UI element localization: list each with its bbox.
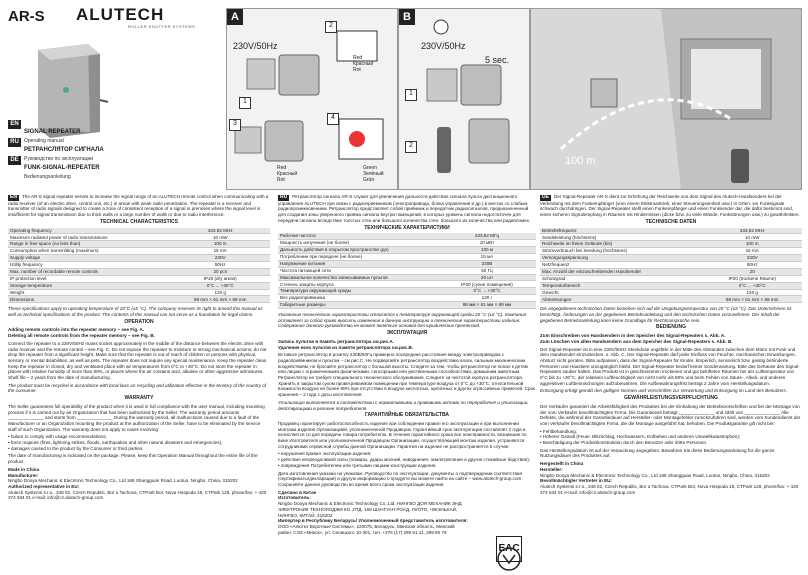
spec-heading: ТЕХНИЧЕСКИЕ ХАРАКТЕРИСТИКИ	[364, 224, 450, 231]
rep: Alutech Systems s.r.o., 348 02, Czech Republic, Bor u Tachova, CTPark Bor, Nova Hospoda 19, CTPark 128, phone/fax: + 420 374 634 01 e-mail: info@cz.alutech-group.com	[8, 489, 267, 501]
warranty-item: • действия непреодолимой силы (пожары, удары молний, наводнения, землетрясения и другие стихийные бедствия);	[278, 457, 531, 463]
voltage-label: 230V/50Hz	[233, 41, 278, 51]
manufacturer-label: Manufacturer:	[8, 472, 39, 478]
warranty-item: • Beschädigung der Produktkonstruktion durch den Benutzer oder dritte Personen.	[540, 440, 708, 446]
led-red-label-top: Red Красный Rot	[353, 55, 374, 73]
manufacturer: Ningbo Dooya Mechanic & Electronic Technology Co.,Ltd. НИНГБО ДОЯ МЕХАНИК ЭНД ЭЛЕКТРОНИК ТЕХНОЛОДЖИ КО.,ЛТД. 168 ШАНГУАН РОАД, ЛУОТО, ЧЖЭНЬХАЙ, НИНГБО, КИТАЙ, 315202	[278, 501, 462, 518]
status-led-icon	[63, 87, 69, 93]
panel-a	[226, 8, 398, 190]
warranty-heading: GEWÄHRLEISTUNGSVERPFLICHTUNG	[624, 395, 718, 402]
warranty-heading: ГАРАНТИЙНЫЕ ОБЯЗАТЕЛЬСТВА	[364, 412, 450, 419]
warranty-end: Дата изготовления указана на упаковке. Руководство по эксплуатации, документы о подтверждении соответствия (сертификаты/декларации) и другую информацию о продукте вы можете найти на сайте – www.alutech-group.com. Сохраняйте данное руководство во время всего срока эксплуатации изделия.	[278, 470, 523, 487]
manufacturer: Ningbo Dooya Mechanic & Electronic Technology Co., Ltd 168 Shangguan Road, Luotuo, Ningbo, China, 315202	[8, 478, 238, 484]
section-ru	[278, 194, 536, 537]
lang-title: РЕТРАНСЛЯТОР СИГНАЛА	[24, 147, 104, 153]
spec-table: Operating frequency 433.92 MHz Maximum radiated power of radio transmissions 10 mW Range in free space (no less than) 100 m Consumption when transmitting (maximum) 15 mA Supply voltage 230V Utility frequency 50Hz Max. number of recordable remote controls 20 pcs IP protection level IP20 (dry areas) Storage temperature 0°C ... +30°C Weight 120 g Dimensions 98 mm × 61 mm × 69 mm	[8, 228, 270, 304]
manufacturer-label: Изготовитель:	[278, 495, 311, 501]
warranty-item: • нарушения правил эксплуатации изделия;	[278, 451, 372, 457]
warranty-heading: WARRANTY	[124, 395, 154, 402]
lang-title: FUNK-SIGNAL-REPEATER	[24, 165, 100, 171]
section-en	[8, 194, 270, 503]
lang-code: EN	[8, 120, 21, 129]
spec-heading: TECHNISCHE DATEN	[645, 218, 697, 225]
operation-step: Zum Löschen von allen Handsendern aus dem Speicher des Signal-Repeaters s. Abb. B.	[540, 338, 733, 344]
warranty-item: • Höherer Gewalt (Feuer, Blitzschlag, Hochwassern, Erdbeben und anderen Umweltkatastrophen);	[540, 434, 741, 440]
recycle-note: Утилизация выполняется в соответствии с нормативными и правовыми актами по переработке и утилизации, действующими в регионе потребителя.	[278, 399, 529, 411]
warranty-item: • Fehlbehandlung;	[540, 428, 578, 434]
warranty-end: Das Herstellungsdatum ist auf der Verpackung angegeben. Bewahren Sie diese Bedienungsanleitung für die ganze Nutzungsdauer des Produktes auf.	[540, 447, 775, 459]
distance-label: 100 m	[565, 155, 596, 167]
panel-b	[398, 8, 530, 190]
spec-note: Die angegebenen technischen Daten beziehen sich auf die Umgebungstemperatur von 20 °C (±5 °C). Das Unternehmen ist berechtigt, Änderungen an der gegebenen Betriebsanleitung und den technischen Daten vorzunehmen. Der Inhalt der gegebenen Betriebsanleitung kann keine Grundlage für Rechtsansprüche sein.	[540, 306, 792, 323]
lang-subtitle: Bedienungsanleitung	[24, 174, 71, 180]
operation-step: Deleting all remote controls from the repeater memory – see Fig. B.	[8, 333, 155, 339]
operation-step: Adding remote controls into the repeater memory – see Fig. A.	[8, 327, 145, 333]
intro-text: DE Der Signal-Repeater AR-S dient zur Erhöhung der Reichweite von dem Signal des Alutech-Handsenders bei der Verbindung mit dem Funkempfänger (vom einem Elektroantrieb, einer Steuerungseinheit usw.) in Orten, wo Funksignale schwach durchdringen. Der Signal-Repeater stellt einen Funkempfänger und einen Funksender dar, die dafür bestimmt sind, einen sicheren Signalempfang in Räumen mit Hindernissen (dicke bzw. zu viele Wände, Funkstörungen usw.) zu gewährleisten.	[540, 194, 800, 218]
section-de	[540, 194, 802, 497]
recycle-note: The product must be recycled in accordance with local laws on recycling and utilization effective in the territory of the country of the consumer.	[8, 382, 267, 394]
rep-label: Bevollmächtigter Vertreter in EU:	[540, 478, 612, 484]
rep: ООО «Алютех Воротные Системы», 220075, Беларусь, Минская область, Минский район, СЭЗ «Минск», ул. Селицкого 10-301, тел. +375 (17) 299 61 11, 299 60 76	[278, 523, 455, 535]
warranty-text: Продавец гарантирует работоспособность изделия при соблюдении правил его эксплуатации и при выполнении монтажа изделия Организацией, уполномоченной Продавцом. Гарантийный срок эксплуатации составляет 2 года и исчисляется со дня передачи товара потребителю. В течение гарантийного срока все неисправности, возникшие по вине Изготовителя или уполномоченной Продавцом Организации, осуществляющей монтаж изделия, устраняются сотрудниками сервисной службы данной Организации. Гарантия на изделие не распространяется в случае:	[278, 420, 527, 449]
spec-note: These specifications apply to operating temperature of 20°C (±5 °C). The company reserves its right to amend this manual as well as technical specifications of the product. The contents of this manual can not serve as a foundation for legal claims.	[8, 306, 263, 318]
lang-code: DE	[8, 156, 21, 165]
made-in: Сделано в Китае	[278, 489, 317, 495]
spec-note: Указанные технические характеристики относятся к температуре окружающей среды 20 °C (±5 °С). Компания оставляет за собой право вносить изменения в данную инструкцию и технические характеристики изделия. Содержание данного руководства не может являться основой для юридических претензий.	[278, 312, 527, 329]
step-number: 2	[325, 21, 337, 33]
rep-label: Импортер в Республику Беларусь/ Уполномоченный представитель изготовителя:	[278, 518, 468, 524]
manufacturer: Ningbo Dooya Mechanic & Electronic Technology Co., Ltd 168 Shangguan Road, Luotuo, Ningbo, China, 315202	[540, 472, 770, 478]
step-number: 1	[405, 89, 417, 101]
model-title: AR-S	[8, 8, 45, 25]
panel-letter: B	[399, 9, 415, 25]
operation-heading: ЭКСПЛУАТАЦИЯ	[386, 330, 428, 337]
warranty-end: The date of manufacturing is indicated on the package. Please, keep this Operation Manual throughout the entire life of the product.	[8, 453, 258, 465]
operation-text: Вставьте ретранслятор в розетку 230В/50Гц примерно посередине расстояния между электроприводом с радиоприёмником и пультом – см.рис.С. Не подвергайте ретранслятор воздействию влаги, сильным механическим воздействиям, не бросайте ретранслятор с большой высоты. Следите за тем, чтобы ретранслятор не попал к детям или лицам с ограниченными физическими, сенсорными или умственными способностями, домашним животным. Ретранслятор не требует специального технического обслуживания. Следите за чистотой корпуса ретранслятора. Хранить в закрытом сухом проветриваемом помещении при температуре воздуха от 0°C до +30°C, относительной влажности воздуха не более 80% при отсутствии в воздухе кислотных, щелочных и других агрессивных примесей. Срок хранения – 2 года с даты изготовления.	[278, 352, 536, 398]
brand-logo: ALUTECH	[76, 5, 165, 24]
panel-c	[530, 8, 802, 190]
lang-code: RU	[8, 138, 21, 147]
eac-mark: EAC	[496, 536, 522, 562]
recycle-note: Entsorgung erfolgt gemäß den gültigen Normen und Vorschriften zur Verwertung und Entsorgung im Land des Benutzers.	[540, 388, 788, 394]
spec-table: Рабочая частота 433,92 МГц Мощность излучения (не более) 10 мВт Дальность действия в открытом пространстве (до) 100 м Потребление при передаче (не более) 15 мА Напряжение питания 230В Частота питающей сети 50 Гц Максимальное количество записываемых пультов 20 шт Степень защиты корпуса IP20 (сухие помещения) Температура окружающей среды 0°C ... +30°C Вес радиоприёмника 120 г Габаритные размеры 98 мм × 61 мм × 69 мм	[278, 233, 536, 309]
rep-label: Authorized representative in EU:	[8, 484, 80, 489]
duration-label: 5 sec.	[485, 55, 510, 65]
lang-subtitle: Operating manual	[24, 138, 64, 144]
operation-text: Der Signal-Repeater ist in eine 230V/50Hz Steckdose ungefähr in der Mitte des Abstandes zwischen dem Motor mit Funk und dem Handsender einzustecken, s. Abb. C. Der Signal-Repeater darf jeder Einfluss von Feuchte, mechanischen Einwirkungen, Absturz nicht geraten. Bitte aufpassen, dass der Signal-Repeater für Kinder, körperlich, sensorisch bzw. geistig behinderte Personen und Haustiere unzugänglich bleibt. Der Signal-Repeater bedarf keiner Sonderwartung. Bitte das Gehäuse des Signal-Repeaters sauber halten. Das Produkt ist in geschlossenen trockenen und gut belüfteten Räumen bei der Lufttemperatur von 0°C bis zu +30°C, der relativen Luftfeuchtigkeit von nicht mehr als 80% und beim Fehlen von Säure-, Alkali- und anderen aggressiven Luftbeimischungen aufzubewahren. Die Aufbewahrungsfrist beträgt 2 Jahre vom Herstellungsdatum.	[540, 346, 800, 386]
made-in: Hergestellt in China	[540, 461, 584, 467]
brand-subtitle: ROLLER SHUTTER SYSTEMS	[128, 24, 196, 29]
warranty-text: Der Verkäufer garantiert die Arbeitsfähigkeit des Produktes bei der Einhaltung der Betriebsvorschriften und bei der Montage von der vom Verkäufer bevollmächtigten Firma. Die Garantiezeit beträgt ______________ und zählt von ______________ Alle Defekte, die während der Garantiedauer auf Hersteller- oder Montagefehler zurückzuführen sind, werden vom Kundendienst der vom Verkäufer bevollmächtigten Firma, die die Montage ausgeführt hat, behoben. Die Produktgarantie gilt nicht bei:	[540, 403, 801, 426]
operation-step: Удаление всех пультов из памяти ретранслятора см.рис.B.	[278, 344, 414, 350]
spec-table: Betriebsfrequenz 433,92 MHz Sendeleistung (höchstens) 10 mW Reichweite im freien Gelände (bis) 100 m Stromverbrauch bei Sendung (höchstens) 15 mA Versorgungsspannung 230V Netzfrequenz 50Hz Max. Anzahl der einzuschreibenden Handsender 20 Schutzgrad IP20 (trockene Räume) Temperaturbereich 0°C ... +30°C Gewicht 120 g Abmessungen 98 mm × 61 mm × 69 mm	[540, 228, 802, 304]
intro-text: RU Ретранслятор сигнала AR-S служит для увеличения дальности действия сигнала пульта дистанционного управления ALUTECH при связи с радиоприёмником (электропривода, блока управления и др.) в местах со слабым радиопроникновением. Ретранслятор представляет собой приёмник и передатчик радиосигналов, предназначенный для создания зоны уверенного приёма сигнала внутри помещений, в которых уровень сигнала недостаточен для передачи сигнала вследствие толстых стен или большого количества стен, большого их количества или радиопомех.	[278, 194, 531, 223]
panel-b-illustration	[399, 9, 529, 189]
warranty-item: • failure to comply with usage recommendations;	[8, 434, 107, 440]
cert-mark-icon	[494, 546, 524, 572]
panel-a-illustration	[227, 9, 397, 189]
panel-letter: A	[227, 9, 243, 25]
made-in: Made in China	[8, 466, 40, 472]
lang-subtitle: Руководство по эксплуатации	[24, 156, 93, 162]
led-green-label: Green Зелёный Grün	[363, 165, 384, 183]
operation-step: Zum Einschreiben von Handsendern in den Speicher des Signal-Repeaters s. Abb. A.	[540, 333, 726, 339]
lang-title: SIGNAL REPEATER	[24, 129, 81, 135]
warranty-item: • повреждения Потребителем или третьими лицами конструкции изделия.	[278, 462, 437, 468]
led-red-label: Red Красный Rot	[277, 165, 298, 183]
operation-heading: BEDIENUNG	[655, 324, 686, 331]
step-number: 3	[229, 119, 241, 131]
step-number: 1	[239, 97, 251, 109]
lang-de	[8, 156, 118, 180]
operation-text: Connect the repeater to a 230V/50Hz mains socket approximately in the middle of the distance between the electric drive with radio receiver and the remote control – see Fig. C. Do not expose the repeater to moisture or strong mechanical actions; do not drop the repeater from a significant height. Make sure that the repeater is out of reach of children or persons with physical, sensory or mental disabilities, as well as pets. The repeater does not require any special maintenance. Keep the repeater clean. Keep the repeater in closed, dry and ventilated place with air temperatures from 0°C to +30°C. Do not store the repeater in places with relative humidity of more than 80%, or places where the air contains acid, alkaline or other aggressive admixtures. Shelf life – 2 years from the date of manufacturing.	[8, 340, 268, 381]
warranty-text: The Seller guarantees full operability of the product when it is used in full compliance with the user manual, including mounting process if it is carried out by an Organization that has been authorized by the Seller. The warranty period amounts ______________ and starts from ______________ During the warranty period, all malfunctions caused due to a fault of the Manufacturer or an Organization mounting the product at the authorization of the Seller, have to be eliminated by the service staff of such Organization. The warranty does not apply to cases involving:	[8, 403, 265, 432]
rep: Alutech Systems s.r.o., 348 02, Czech Republic, Bor u Tachova, CTPark Bor, Nova Hospoda 19, CTPark 128, phone/fax: + 420 374 634 01 e-mail: info@cz.alutech-group.com	[540, 484, 799, 495]
warranty-item: • force majeure (fires, lightning strikes, floods, earthquakes and other natural disasters and emergencies);	[8, 440, 223, 446]
voltage-label: 230V/50Hz	[421, 41, 466, 51]
spec-heading: TECHNICAL CHARACTERISTICS	[100, 218, 178, 225]
step-number: 4	[327, 113, 339, 125]
manufacturer-label: Hersteller:	[540, 466, 563, 472]
intro-text: EN The AR-S signal repeater serves to increase the signal range of an ALUTECH remote control when communicating with a radio receiver (of an electric drive, control unit, etc.) in areas with weak radio penetration. The repeater is a receiver and transmitter of radio signals designed to create a zone of consistent reception of a signal in premises where the signal level is insufficient for signal transmission due to thick walls or a large number of walls or due to radio interference.	[8, 194, 269, 218]
warranty-item: • damages caused to the product by the Consumer or third parties.	[8, 445, 144, 451]
step-number: 2	[405, 141, 417, 153]
operation-heading: OPERATION	[124, 318, 154, 325]
operation-step: Запись пультов в память ретранслятора см.рис.А.	[278, 338, 395, 344]
